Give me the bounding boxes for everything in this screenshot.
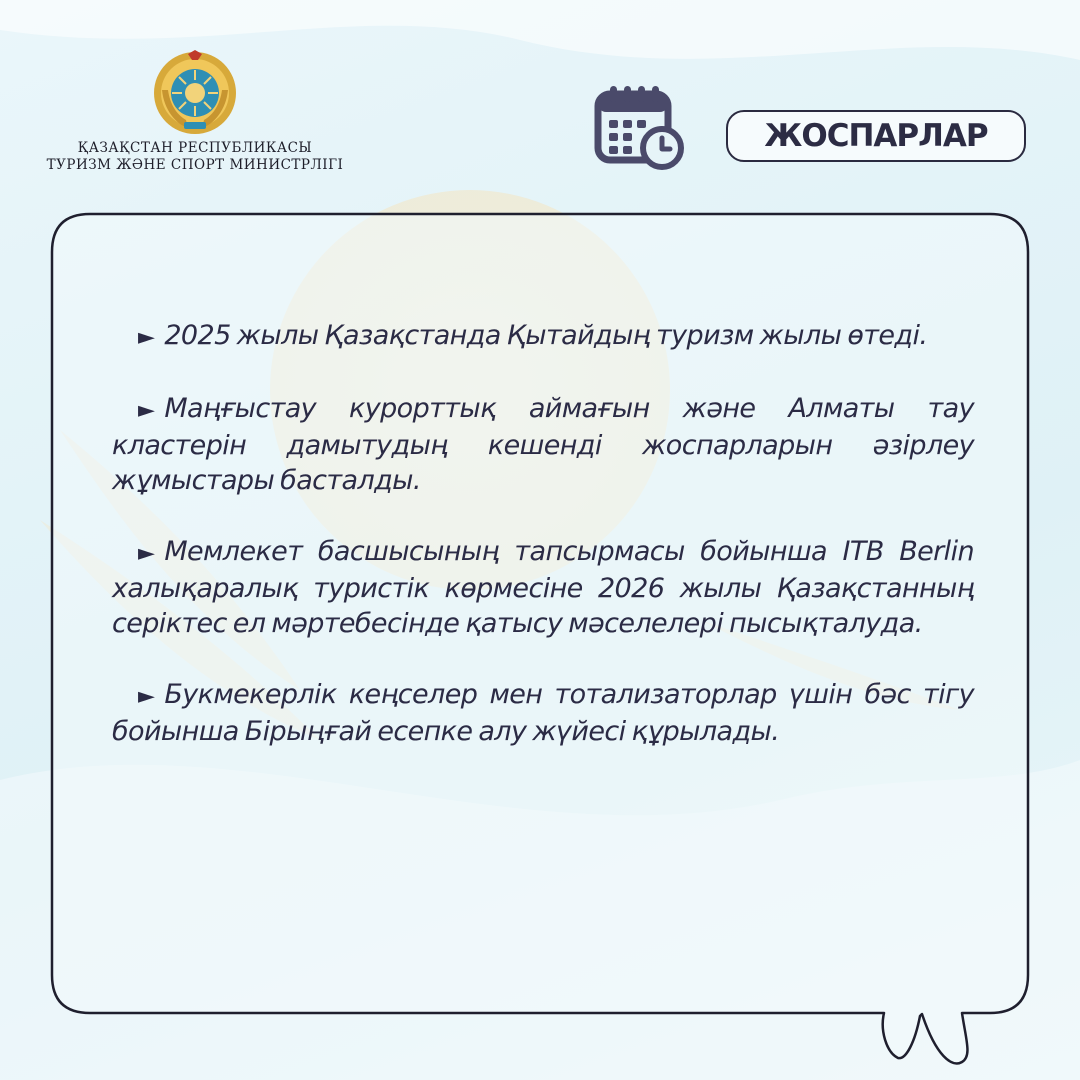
plan-item (112, 534, 974, 641)
plan-item-text: Маңғыстау курорттық аймағын және Алматы тау кластерін дамытудың кешенді жоспарларын әзірлеу жұмыстары басталды. (112, 393, 974, 496)
arrow-bullet-icon: ► (138, 398, 155, 423)
arrow-bullet-icon: ► (138, 684, 155, 709)
plan-item-text: Букмекерлік кеңселер мен тотализаторлар үшін бәс тігу бойынша Бірыңғай есепке алу жүйесі құрылады. (112, 679, 974, 747)
ministry-line-1: ҚАЗАҚСТАН РЕСПУБЛИКАСЫ (77, 140, 313, 156)
plan-item (112, 677, 974, 749)
plans-badge: ЖОСПАРЛАР (726, 110, 1026, 162)
ministry-line-2: ТУРИЗМ ЖӘНЕ СПОРТ МИНИСТРЛІГІ (46, 157, 344, 173)
arrow-bullet-icon: ► (138, 325, 155, 350)
plan-item (112, 318, 974, 355)
plan-item-text: 2025 жылы Қазақстанда Қытайдың туризм жылы өтеді. (164, 320, 928, 351)
arrow-bullet-icon: ► (138, 541, 155, 566)
plans-list (112, 318, 974, 785)
plan-item (112, 391, 974, 498)
plan-item-text: Мемлекет басшысының тапсырмасы бойынша ITB Berlin халықаралық туристік көрмесіне 2026 жылы Қазақстанның серіктес ел мәртебесінде қатысу мәселелері пысықталуда. (112, 536, 974, 639)
